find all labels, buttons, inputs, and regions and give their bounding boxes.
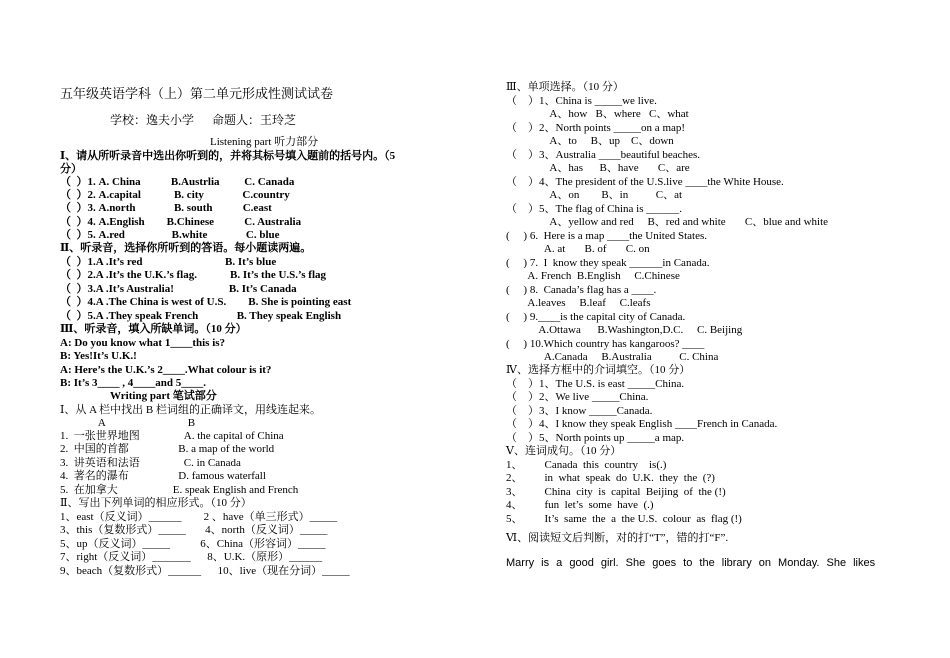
school-line: 学校：逸夫小学 命题人：王玲芝 xyxy=(110,113,297,127)
listening-sec2-item: （ ）1.A .It’s red B. It’s blue xyxy=(60,256,277,268)
preposition-item: （ ）3、I know _____Canada. xyxy=(506,405,653,417)
choice-options: A.Ottawa B.Washington,D.C. C. Beijing xyxy=(506,324,743,336)
choice-item: ( ) 9.____is the capital city of Canada. xyxy=(506,311,686,323)
writing-sec1-item: 2. 中国的首都 B. a map of the world xyxy=(60,443,275,455)
writing-sec2-item: 3、this（复数形式）_____ 4、north（反义词）_____ xyxy=(60,524,328,536)
listening-sec1-item: （ ）2. A.capital B. city C.country xyxy=(60,189,290,201)
reading-sec-title: Ⅵ、阅读短文后判断，对的打“T”，错的打“F”. xyxy=(506,532,729,544)
writing-sec1-item: 4. 著名的瀑布 D. famous waterfall xyxy=(60,470,266,482)
choice-options: A、has B、have C、are xyxy=(506,162,690,174)
listening-sec1-title: Ⅰ、请从所听录音中选出你听到的，并将其标号填入题前的括号内。（5 xyxy=(60,150,396,162)
writing-sec1-title: Ⅰ、从 A 栏中找出 B 栏词组的正确译文，用线连起来。 xyxy=(60,404,322,416)
listening-part-title: Listening part 听力部分 xyxy=(210,136,319,148)
preposition-item: （ ）5、North points up _____a map. xyxy=(506,432,685,444)
listening-sec1-item: （ ）4. A.English B.Chinese C. Australia xyxy=(60,216,302,228)
writing-sec1-item: 3. 讲英语和法语 C. in Canada xyxy=(60,457,241,469)
listening-sec3-item: B: It’s 3____ , 4____and 5____. xyxy=(60,377,206,389)
listening-sec2-item: （ ）4.A .The China is west of U.S. B. She is pointing east xyxy=(60,296,352,308)
preposition-sec-title: Ⅳ、选择方框中的介词填空。（10 分） xyxy=(506,364,691,376)
choice-item: （ ）1、China is _____we live. xyxy=(506,95,657,107)
listening-sec2-title: Ⅱ、听录音，选择你所听到的答语。每小题读两遍。 xyxy=(60,242,312,254)
listening-sec3-title: Ⅲ、听录音，填入所缺单词。（10 分） xyxy=(60,323,247,335)
choice-item: （ ）5、The flag of China is ______. xyxy=(506,203,682,215)
sentence-sec-title: Ⅴ、连词成句。（10 分） xyxy=(506,445,622,457)
choice-sec-title: Ⅲ、单项选择。（10 分） xyxy=(506,81,624,93)
writing-sec1-item: 5. 在加拿大 E. speak English and French xyxy=(60,484,299,496)
choice-options: A、how B、where C、what xyxy=(506,108,689,120)
exam-title: 五年级英语学科（上）第二单元形成性测试试卷 xyxy=(60,86,334,101)
listening-sec1-item: （ ）1. A. China B.Austrlia C. Canada xyxy=(60,176,295,188)
listening-sec2-item: （ ）2.A .It’s the U.K.’s flag. B. It’s the U.S.’s flag xyxy=(60,269,327,281)
reading-passage: Marry is a good girl. She goes to the library on Monday. She likes xyxy=(506,557,876,569)
preposition-item: （ ）4、I know they speak English ____French in Canada. xyxy=(506,418,778,430)
listening-sec1-item: （ ）3. A.north B. south C.east xyxy=(60,202,272,214)
choice-item: ( ) 7. I know they speak ______in Canada. xyxy=(506,257,710,269)
choice-options: A. French B.English C.Chinese xyxy=(506,270,680,282)
choice-options: A.leaves B.leaf C.leafs xyxy=(506,297,651,309)
writing-sec2-item: 1、east（反义词）______ 2 、have（单三形式）_____ xyxy=(60,511,338,523)
writing-sec2-item: 5、up（反义词）_____ 6、China（形容词）_____ xyxy=(60,538,326,550)
listening-sec2-item: （ ）3.A .It’s Australia! B. It’s Canada xyxy=(60,283,297,295)
choice-item: ( ) 10.Which country has kangaroos? ____ xyxy=(506,338,705,350)
writing-sec2-item: 9、beach（复数形式）______ 10、live（现在分词）_____ xyxy=(60,565,350,577)
sentence-item: 3、 China city is capital Beijing of the (!) xyxy=(506,486,726,498)
choice-item: （ ）4、The president of the U.S.live ____the White House. xyxy=(506,176,784,188)
choice-options: A、to B、up C、down xyxy=(506,135,674,147)
choice-options: A、yellow and red B、red and white C、blue and white xyxy=(506,216,829,228)
listening-sec3-item: A: Do you know what 1____this is? xyxy=(60,337,226,349)
choice-item: （ ）2、North points _____on a map! xyxy=(506,122,686,134)
choice-options: A、on B、in C、at xyxy=(506,189,683,201)
sentence-item: 2、 in what speak do U.K. they the (?) xyxy=(506,472,715,484)
choice-options: A.Canada B.Australia C. China xyxy=(506,351,719,363)
listening-sec2-item: （ ）5.A .They speak French B. They speak English xyxy=(60,310,342,322)
writing-sec1-item: 1. 一张世界地图 A. the capital of China xyxy=(60,430,284,442)
listening-sec1-item: （ ）5. A.red B.white C. blue xyxy=(60,229,280,241)
listening-sec3-item: B: Yes!It’s U.K.! xyxy=(60,350,137,362)
sentence-item: 1、 Canada this country is(.) xyxy=(506,459,667,471)
choice-item: ( ) 6. Here is a map ____the United States. xyxy=(506,230,708,242)
sentence-item: 4、 fun let’s some have (.) xyxy=(506,499,654,511)
choice-item: （ ）3、Australia ____beautiful beaches. xyxy=(506,149,700,161)
writing-part-title: Writing part 笔试部分 xyxy=(110,390,217,402)
writing-sec2-title: Ⅱ、写出下列单词的相应形式。（10 分） xyxy=(60,497,252,509)
listening-sec3-item: A: Here’s the U.K.’s 2____.What colour is it? xyxy=(60,364,272,376)
writing-sec2-item: 7、right（反义词）_______ 8、U.K.（原形）______ xyxy=(60,551,323,563)
listening-sec1-title-cont: 分） xyxy=(60,163,82,175)
choice-options: A. at B. of C. on xyxy=(506,243,650,255)
preposition-item: （ ）2、We live _____China. xyxy=(506,391,649,403)
sentence-item: 5、 It’s same the a the U.S. colour as flag (!) xyxy=(506,513,742,525)
choice-item: ( ) 8. Canada’s flag has a ____. xyxy=(506,284,657,296)
preposition-item: （ ）1、The U.S. is east _____China. xyxy=(506,378,685,390)
writing-sec1-header: A B xyxy=(60,417,196,429)
